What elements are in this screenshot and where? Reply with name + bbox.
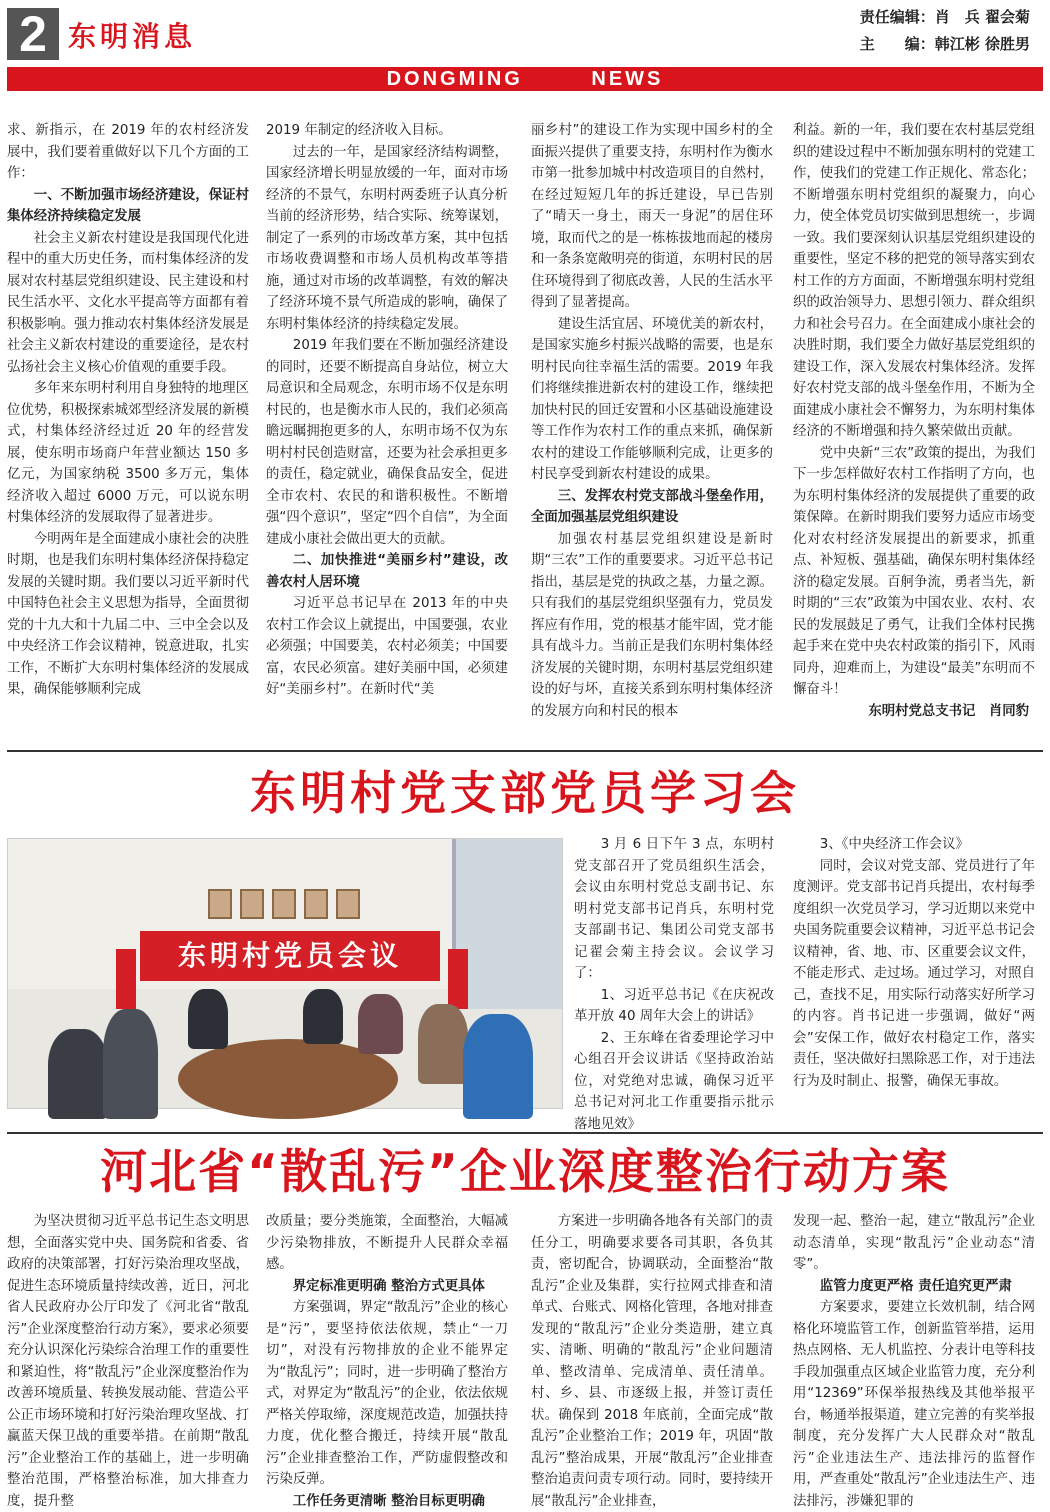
paragraph: 多年来东明村利用自身独特的地理区位优势，积极探索城郊型经济发展的新模式，村集体经济经过近 20 年的经营发展，使东明市场商户年营业额达 150 多亿元，为国家纳税 3500 多万元，集体经济收入超过 6000 万元，可以说东明村集体经济的发展取得了显著进步。 (7, 378, 249, 529)
article3-column-2 (266, 1211, 508, 1505)
article2-column-2 (793, 834, 1035, 1112)
masthead (0, 0, 1050, 100)
paragraph: 1、习近平总书记《在庆祝改革开放 40 周年大会上的讲话》 (574, 985, 774, 1028)
paragraph: 求、新指示，在 2019 年的农村经济发展中，我们要着重做好以下几个方面的工作： (7, 120, 249, 185)
paragraph: 加强农村基层党组织建设是新时期“三农”工作的重要要求。习近平总书记指出，基层是党的执政之基，力量之源。只有我们的基层党组织坚强有力，党员发挥应有作用，党的根基才能牢固，党才能具有战斗力。当前正是我们东明村集体经济发展的关键时期，东明村基层党组织建设的好与坏，直接关系到东明村集体经济的发展方向和村民的根本 (531, 529, 773, 723)
section-banner: DONGMING NEWS (7, 67, 1043, 91)
chief-editor: 主 编：韩江彬 徐胜男 (860, 31, 1030, 58)
author-signature: 东明村党总支书记 肖同豹 (793, 701, 1035, 723)
paragraph: 2、王东峰在省委理论学习中心组召开会议讲话《坚持政治站位，对党绝对忠诚，确保习近平总书记对河北工作重要指示批示落地见效》 (574, 1028, 774, 1136)
section-title: 东明消息 (68, 15, 196, 55)
paragraph: 发现一起、整治一起，建立“散乱污”企业动态清单，实现“散乱污”企业动态“清零”。 (793, 1211, 1035, 1276)
paragraph: 党中央新“三农”政策的提出，为我们下一步怎样做好农村工作指明了方向，也为东明村集体经济的发展提供了重要的政策保障。在新时期我们要努力适应市场变化对农村经济发展提出的新要求，抓重点、补短板、强基础，确保东明村集体经济的稳定发展。百舸争流，勇者当先，新时期的“三农”政策为中国农业、农村、农民的发展鼓足了勇气，让我们全体村民携起手来在党中央农村政策的指引下，风雨同舟，迎难而上，为建设“最美”东明而不懈奋斗！ (793, 443, 1035, 701)
paragraph: 3、《中央经济工作会议》 (793, 834, 1035, 856)
paragraph: 2019 年我们要在不断加强经济建设的同时，还要不断提高自身站位，树立大局意识和全局观念，东明市场不仅是东明村民的，也是衡水市人民的，我们必须高瞻远瞩拥抱更多的人，东明市场不仅为东明村村民创造财富，还要为社会承担更多的责任，稳定就业，确保食品安全，促进全市农村、农民的和谐积极性。不断增强“四个意识”，坚定“四个自信”，为全面建成小康社会做出更大的贡献。 (266, 335, 508, 550)
section-heading: 监管力度更严格 责任追究更严肃 (793, 1276, 1035, 1298)
paragraph: 利益。新的一年，我们要在农村基层党组织的建设过程中不断加强东明村的党建工作，使我们的党建工作正规化、常态化；不断增强东明村党组织的凝聚力，向心力，使全体党员切实做到思想统一，步调一致。我们要深刻认识基层党组织建设的重要性，坚定不移的把党的领导落实到农村工作的方方面面，不断增强东明村党组织的政治领导力、思想引领力、群众组织力和社会号召力。在全面建成小康社会的决胜时期，我们要全力做好基层党组织的建设工作，深入发展农村集体经济。发挥好农村党支部的战斗堡垒作用，不断为全面建成小康社会不懈努力，为东明村集体经济的不断增强和持久繁荣做出贡献。 (793, 120, 1035, 443)
paragraph: 同时，会议对党支部、党员进行了年度测评。党支部书记肖兵提出，农村每季度组织一次党员学习，学习近期以来党中央国务院重要会议精神，习近平总书记会议精神，省、地、市、区重要会议文件，不能走形式、走过场。通过学习，对照自己，查找不足，用实际行动落实好所学习的内容。肖书记进一步强调，做好“两会”安保工作，做好农村稳定工作，落实责任，坚决做好扫黑除恶工作，对于违法行为及时制止、报警，确保无事故。 (793, 856, 1035, 1093)
responsible-editor: 责任编辑：肖 兵 翟会菊 (860, 4, 1030, 31)
divider-rule-2 (7, 1132, 1043, 1134)
divider-rule-1 (7, 750, 1043, 752)
meeting-photo (7, 838, 563, 1109)
article1-column-3 (531, 120, 773, 734)
section-heading: 工作任务更清晰 整治目标更明确 (266, 1491, 508, 1512)
paragraph: 今明两年是全面建成小康社会的决胜时期，也是我们东明村集体经济保持稳定发展的关键时期。我们要以习近平新时代中国特色社会主义思想为指导，全面贯彻党的十九大和十九届二中、三中全会以及中央经济工作会议精神，锐意进取，扎实工作，不断扩大东明村集体经济的发展成果，确保能够顺利完成 (7, 529, 249, 701)
article3-column-4 (793, 1211, 1035, 1505)
paragraph: 方案进一步明确各地各有关部门的责任分工，明确要求要各司其职，各负其责，密切配合，协调联动，全面整治“散乱污”企业及集群，实行拉网式排查和清单式、台账式、网格化管理，各地对排查发现的“散乱污”企业分类造册，建立真实、清晰、明确的“散乱污”企业问题清单、整改清单、完成清单、责任清单。村、乡、县、市逐级上报，并签订责任状。确保到 2018 年底前，全面完成“散乱污”企业整治工作；2019 年，巩固“散乱污”整治成果，开展“散乱污”企业排查整治追责问责专项行动。同时，要持续开展“散乱污”企业排查， (531, 1211, 773, 1512)
paragraph: 过去的一年，是国家经济结构调整，国家经济增长明显放缓的一年，面对市场经济的不景气，东明村两委班子认真分析当前的经济形势，结合实际、统筹谋划，制定了一系列的市场改革方案，其中包括市场收费调整和市场人员机构改革等措施，通过对市场的改革调整，有效的解决了经济环境不景气所造成的影响，确保了东明村集体经济的持续稳定发展。 (266, 142, 508, 336)
meeting-attendees (8, 989, 562, 1119)
article3-column-1 (7, 1211, 249, 1505)
photo-portraits (208, 889, 360, 919)
article1-column-4 (793, 120, 1035, 734)
paragraph: 社会主义新农村建设是我国现代化进程中的重大历史任务，而村集体经济的发展对农村基层党组织建设、民主建设和村民生活水平、文化水平提高等方面都有着积极影响。强力推动农村集体经济发展是社会主义新农村建设的重要途径，是农村弘扬社会主义核心价值观的重要手段。 (7, 228, 249, 379)
paragraph: 丽乡村”的建设工作为实现中国乡村的全面振兴提供了重要支持，东明村作为衡水市第一批参加城中村改造项目的自然村，在经过短短几年的拆迁建设，早已告别了“晴天一身土，雨天一身泥”的居住环境，取而代之的是一栋栋拔地而起的楼房和一条条宽敞明亮的街道，东明村民的居住环境得到了彻底改善，人民的生活水平得到了显著提高。 (531, 120, 773, 314)
section-heading: 二、加快推进“美丽乡村”建设，改善农村人居环境 (266, 550, 508, 593)
paragraph: 方案要求，要建立长效机制，结合网格化环境监管工作，创新监管举措，运用热点网格、无人机监控、分表计电等科技手段加强重点区域企业监管力度，充分利用“12369”环保举报热线及其他举报平台，畅通举报渠道，建立完善的有奖举报制度，充分发挥广大人民群众对“散乱污”企业违法生产、违法排污的监督作用，严查重处“散乱污”企业违法生产、违法排污，涉嫌犯罪的 (793, 1297, 1035, 1512)
section-heading: 一、不断加强市场经济建设，保证村集体经济持续稳定发展 (7, 185, 249, 228)
paragraph: 习近平总书记早在 2013 年的中央农村工作会议上就提出，中国要强，农业必须强；中国要美，农村必须美；中国要富，农民必须富。建好美丽中国，必须建好“美丽乡村”。在新时代“美 (266, 593, 508, 701)
page-number: 2 (7, 8, 59, 60)
section-heading: 界定标准更明确 整治方式更具体 (266, 1276, 508, 1298)
meeting-banner: 东明村党员会议 (140, 931, 440, 981)
article2-headline: 东明村党支部党员学习会 (0, 758, 1050, 828)
paragraph: 为坚决贯彻习近平总书记生态文明思想，全面落实党中央、国务院和省委、省政府的决策部署，打好污染治理攻坚战，促进生态环境质量持续改善，近日，河北省人民政府办公厅印发了《河北省“散乱污”企业深度整治行动方案》，要求必须要充分认识深化污染综合治理工作的重要性和紧迫性，将“散乱污”企业深度整治作为改善环境质量、转换发展动能、营造公平公正市场环境和打好污染治理攻坚战、打赢蓝天保卫战的重要举措。在前期“散乱污”企业整治工作的基础上，进一步明确整治范围，严格整治标准，加大排查力度，提升整 (7, 1211, 249, 1512)
article3-headline: 河北省“散乱污”企业深度整治行动方案 (0, 1140, 1050, 1206)
paragraph: 3 月 6 日下午 3 点，东明村党支部召开了党员组织生活会，会议由东明村党总支副书记、东明村党支部书记肖兵，东明村党支部副书记、集团公司党支部书记翟会菊主持会议。会议学习了： (574, 834, 774, 985)
article3-column-3 (531, 1211, 773, 1505)
section-heading: 三、发挥农村党支部战斗堡垒作用，全面加强基层党组织建设 (531, 486, 773, 529)
photo-window (452, 839, 562, 1009)
paragraph: 方案强调，界定“散乱污”企业的核心是“污”，要坚持依法依规，禁止“一刀切”，对没有污物排放的企业不能界定为“散乱污”；同时，进一步明确了整治方式，对界定为“散乱污”的企业，依法依规严格关停取缔，深度规范改造，加强扶持力度，优化整合搬迁，持续开展“散乱污”企业排查整治工作，严防虚假整改和污染反弹。 (266, 1297, 508, 1491)
article2-column-1 (574, 834, 774, 1112)
editor-credits (860, 4, 1030, 58)
article1-column-1 (7, 120, 249, 734)
article1-column-2 (266, 120, 508, 734)
paragraph: 改质量；要分类施策，全面整治，大幅减少污染物排放，不断提升人民群众幸福感。 (266, 1211, 508, 1276)
paragraph: 2019 年制定的经济收入目标。 (266, 120, 508, 142)
paragraph: 建设生活宜居、环境优美的新农村，是国家实施乡村振兴战略的需要，也是东明村民向往幸福生活的需要。2019 年我们将继续推进新农村的建设工作，继续把加快村民的回迁安置和小区基础设施建设等工作作为农村工作的重点来抓，确保新农村的建设工作能够顺利完成，让更多的村民享受到新农村建设的成果。 (531, 314, 773, 486)
